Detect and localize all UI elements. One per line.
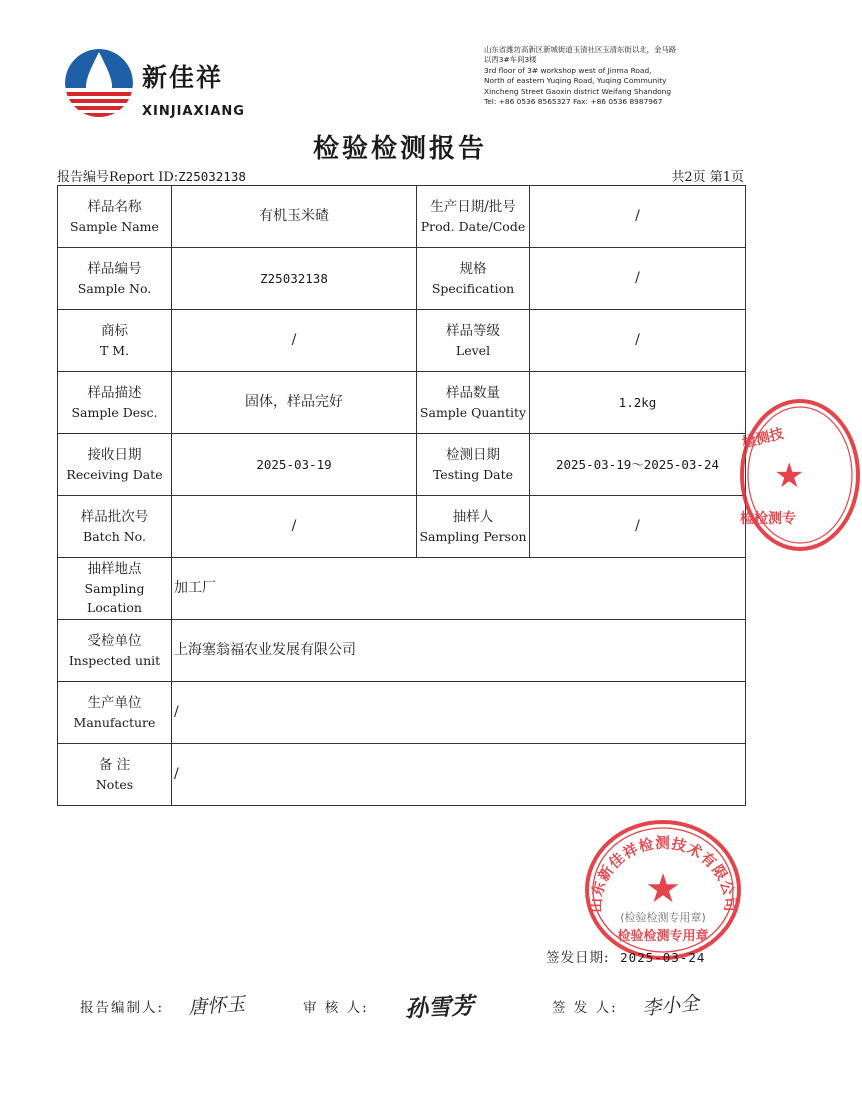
company-address: 山东省潍坊高新区新城街道玉清社区玉清东街以北，金马路 以西3#车间3楼 3rd floor of 3# workshop west of Jinma Road, North of eastern Yuqing Road, Yuqing Community Xincheng Street Gaoxin district Weifang Shandong Tel: +86 0536 8565327 Fax: +86 0536 8987967 [484,45,677,107]
issuer-label: 签 发 人: [552,1000,618,1016]
brand-name-en: XINJIAXIANG [142,104,245,119]
table-row [58,186,746,248]
issue-date: 签发日期: 2025-03-24 [546,950,706,966]
reviewer-signature: 孙雪芳 [404,992,475,1023]
svg-text:检验检测专用章: 检验检测专用章 [617,929,709,944]
reviewer-label: 审 核 人: [303,1000,369,1016]
field-label: 生产单位 Manufacture [58,682,172,744]
field-label: 样品描述 Sample Desc. [58,372,172,434]
field-label: 样品编号 Sample No. [58,248,172,310]
table-row [58,620,746,682]
sampling-person-value: / [530,496,746,558]
side-stamp-icon [738,397,862,553]
svg-text:★: ★ [645,866,681,912]
svg-text:检测技: 检测技 [740,425,786,452]
svg-text:(检验检测专用章): (检验检测专用章) [620,911,706,924]
prod-date-value: / [530,186,746,248]
company-logo-icon [64,48,134,118]
field-label: 受检单位 Inspected unit [58,620,172,682]
sample-name-value: 有机玉米碴 [172,186,417,248]
field-label: 样品名称 Sample Name [58,186,172,248]
sample-quantity-value: 1.2kg [530,372,746,434]
report-title: 检验检测报告 [312,134,487,164]
table-row [58,682,746,744]
page-indicator: 共2页 第1页 [671,170,744,185]
table-row [58,248,746,310]
svg-text:★: ★ [774,456,805,496]
testing-date-value: 2025-03-19～2025-03-24 [530,434,746,496]
field-label: 抽样人 Sampling Person [417,496,530,558]
notes-value: / [172,744,746,806]
field-label: 样品数量 Sample Quantity [417,372,530,434]
field-label: 抽样地点 Sampling Location [58,558,172,620]
receiving-date-value: 2025-03-19 [172,434,417,496]
field-label: 商标 T M. [58,310,172,372]
sample-no-value: Z25032138 [172,248,417,310]
official-seal-icon [583,818,743,963]
table-row [58,372,746,434]
field-label: 样品批次号 Batch No. [58,496,172,558]
sampling-location-value: 加工厂 [172,558,746,620]
table-row [58,310,746,372]
field-label: 样品等级 Level [417,310,530,372]
sample-desc-value: 固体，样品完好 [172,372,417,434]
svg-text:检检测专: 检检测专 [740,511,796,527]
field-label: 生产日期/批号 Prod. Date/Code [417,186,530,248]
compiler-label: 报告编制人: [80,1000,165,1016]
issuer-signature: 李小全 [641,992,701,1020]
field-label: 规格 Specification [417,248,530,310]
table-row [58,496,746,558]
field-label: 检测日期 Testing Date [417,434,530,496]
compiler-signature: 唐怀玉 [187,993,246,1019]
report-number: 报告编号Report ID:Z25032138 [57,169,246,185]
manufacture-value: / [172,682,746,744]
field-label: 接收日期 Receiving Date [58,434,172,496]
table-row [58,434,746,496]
inspected-unit-value: 上海塞翁福农业发展有限公司 [172,620,746,682]
table-row [58,744,746,806]
report-info-table [57,185,746,806]
level-value: / [530,310,746,372]
trademark-value: / [172,310,417,372]
batch-no-value: / [172,496,417,558]
svg-text:山东新佳祥检测技术有限公司: 山东新佳祥检测技术有限公司 [588,836,738,913]
specification-value: / [530,248,746,310]
table-row [58,558,746,620]
brand-name-cn: 新佳祥 [142,63,224,92]
field-label: 备 注 Notes [58,744,172,806]
